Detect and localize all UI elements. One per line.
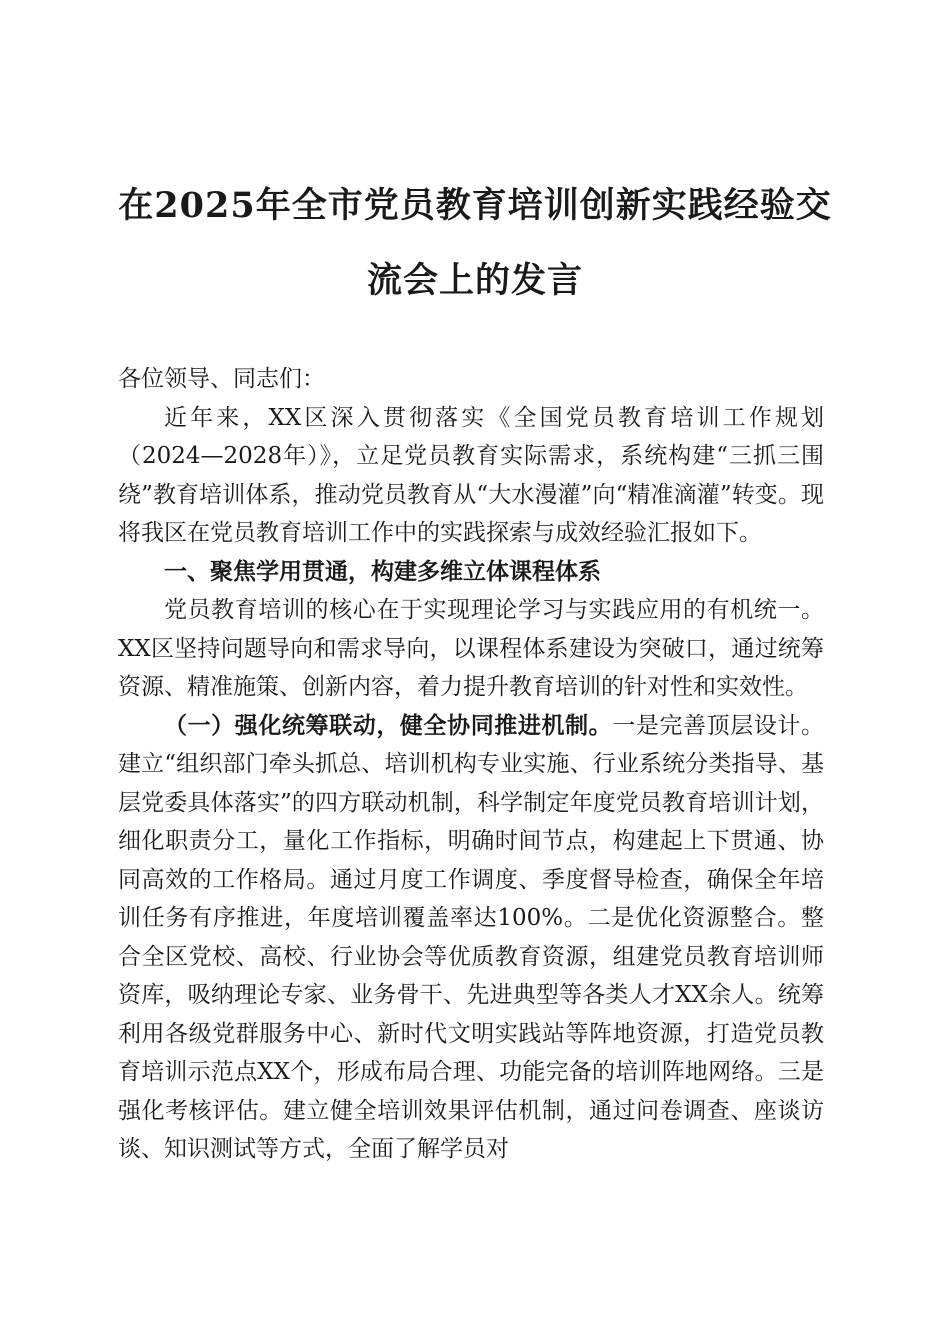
subsection-1-heading: （一）强化统筹联动，健全协同推进机制。 (164, 711, 613, 739)
section-1-paragraph: 党员教育培训的核心在于实现理论学习与实践应用的有机统一。XX区坚持问题导向和需求导向，以课程体系建设为突破口，通过统筹资源、精准施策、创新内容，着力提升教育培训的针对性和实效性。 (118, 597, 824, 700)
document-title: 在2025年全市党员教育培训创新实践经验交流会上的发言 (118, 185, 832, 301)
intro-paragraph: 近年来，XX区深入贯彻落实《全国党员教育培训工作规划（2024—2028年）》，立足党员教育实际需求，系统构建“三抓三围绕”教育培训体系，推动党员教育从“大水漫灌”向“精准滴灌”转变。现将我区在党员教育培训工作中的实践探索与成效经验汇报如下。 (118, 404, 824, 546)
subsection-1-text: 一是完善顶层设计。建立“组织部门牵头抓总、培训机构专业实施、行业系统分类指导、基层党委具体落实”的四方联动机制，科学制定年度党员教育培训计划，细化职责分工，量化工作指标，明确时间节点，构建起上下贯通、协同高效的工作格局。通过月度工作调度、季度督导检查，确保全年培训任务有序推进，年度培训覆盖率达100%。二是优化资源整合。整合全区党校、高校、行业协会等优质教育资源，组建党员教育培训师资库，吸纳理论专家、业务骨干、先进典型等各类人才XX余人。统筹利用各级党群服务中心、新时代文明实践站等阵地资源，打造党员教育培训示范点XX个，形成布局合理、功能完备的培训阵地网络。三是强化考核评估。建立健全培训效果评估机制，通过问卷调查、座谈访谈、知识测试等方式，全面了解学员对 (118, 712, 825, 1162)
subsection-1-paragraph (118, 707, 824, 1169)
section-heading-1: 一、聚焦学用贯通，构建多维立体课程体系 (164, 558, 601, 585)
salutation: 各位领导、同志们： (118, 366, 325, 392)
document-body (118, 360, 824, 1169)
